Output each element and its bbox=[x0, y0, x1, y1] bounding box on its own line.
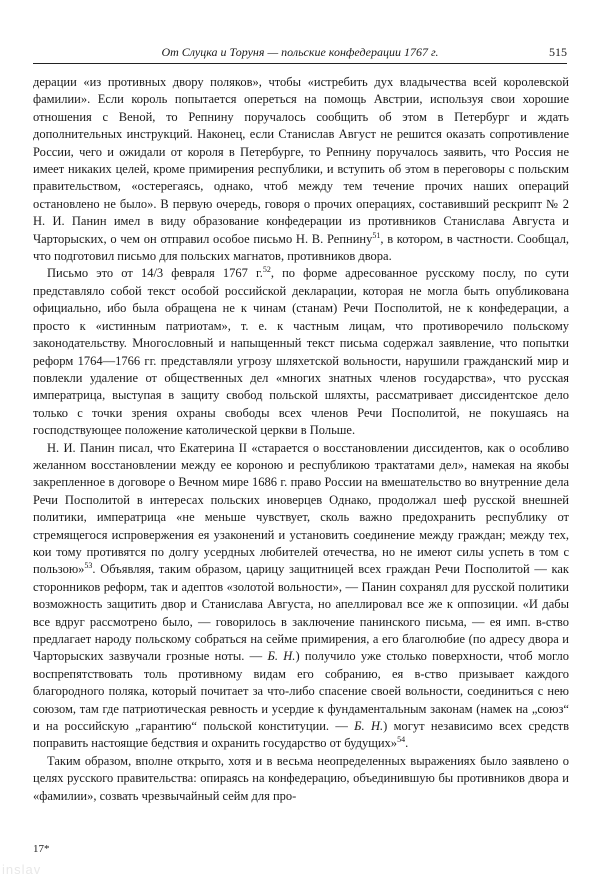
running-header bbox=[33, 44, 567, 64]
footnote-ref: 54 bbox=[397, 735, 406, 745]
page-number: 515 bbox=[549, 45, 567, 59]
text-run: Н. И. Панин писал, что Екатерина II «старается о восстановлении диссидентов, как о особливо желанном восстановлении между ее короною и республикою трактатами дел», намекая на якобы закрепленное в договоре о Вечном мире 1686 г. право России на вмешательство во внутренние дела Речи Посполитой в интересах польских иноверцев Однако, продолжал шеф русской внешней политики, императрица «не меньше чувствует, сколь важно предохранить республику от стремящегося испровержения ея узаконений и установить соединение между граждан; между тех, кои тому противятся по долгу усердных любителей отечества, но не имеют силы успеть в том с пользою» bbox=[33, 440, 569, 577]
footnote-ref: 53 bbox=[84, 561, 93, 571]
text-run: Письмо это от 14/3 февраля 1767 г. bbox=[47, 266, 263, 281]
text-run: . Объявляя, таким образом, царицу защитницей всех граждан Речи Посполитой — как сторонников реформ, так и адептов «золотой вольности», — Панин сохранял для русской политики возможность защитить двор и Станислава Августа, но апеллировал все же к оппозиции. «И дабы все вдруг рассмотрено было, — говорилось в заключение панинского письма, — ея имп. в-ство предлагает народу польскому собраться на сейме примирения, а его благолюбие (по адресу двора и Чарторыских зазвучали грозные ноты. — bbox=[33, 562, 569, 664]
text-run: ) получило уже столько поверхности, чтоб могло воспрепятствовать толь противному видам его собранию, ея в-ство призывает каждого благородного поляка, который почитает за что-либо спасение своей вольности, соединиться с нею союзом, там где патриотическая ревность и усердие к фундаментальным законам (намек на „союз“ и на российскую „гарантию“ польской конституции. — bbox=[33, 649, 569, 734]
text-run: дерации «из противных двору поляков», чтобы «истребить дух владычества всей королевской фамилии». Если король попытается опереться на помощь Австрии, используя свои хорошие отношения с Веной, то Репнину поручалось сообщить об этом в Петербург и ждать дополнительных инструкций. Наконец, если Станислав Август не решится оказать сопротивление России, чего и ожидали от короля в Петербурге, то Репнину поручалось заявить, что Россия не имеет никаких целей, кроме примирения республики, и вступить об этом в переговоры с польским правительством, «остерегаясь, однако, чтоб между тем течение прочих наших операций остановлено не было». В первую очередь, говоря о прочих операциях, составивший рескрипт № 2 Н. И. Панин имел в виду образование конфедерации из противников Станислава Августа и Чарторыских, о чем он отправил особое письмо Н. В. Репнину bbox=[33, 75, 569, 246]
text-run: , по форме адресованное русскому послу, по сути представляло собой текст особой российской декларации, которая не могла быть опубликована официально, ибо была обращена не к чинам (станам) Речи Посполитой, не к конфедерации, а просто к «истинным патриотам», т. е. к частным лицам, что противоречило польскому законодательству. Многословный и напыщенный текст письма содержал заявление, что попытки реформ 1764—1766 гг. представляли угрозу шляхетской вольности, нарушили гражданский мир и повлекли удаление от общественных дел «многих знатных членов государства», что русская императрица, выступая в защиту свобод польской шляхты, рассматривает диссидентское дело только с точки зрения охраны свободы всех членов Речи Посполитой, не покушаясь на господствующее положение католической церкви в Польше. bbox=[33, 266, 569, 438]
text-run: Таким образом, вполне открыто, хотя и в весьма неопределенных выражениях было заявлено о целях русского правительства: опираясь на конфедерацию, объединившую бы противников двора и «фамилии», созвать чрезвычайный сейм для про- bbox=[33, 753, 569, 803]
text-run: ) могут независимо всех средств поправить настоящие бедствия и охранить государство от будущих» bbox=[33, 719, 569, 751]
body-text bbox=[33, 74, 569, 805]
running-title: От Слуцка и Торуня — польские конфедерации 1767 г. bbox=[161, 45, 439, 59]
paragraph bbox=[33, 753, 569, 805]
paragraph bbox=[33, 74, 569, 265]
footnote-ref: 52 bbox=[262, 265, 271, 275]
text-run: . bbox=[405, 736, 409, 751]
footnote-ref: 51 bbox=[372, 230, 381, 240]
signature-mark: 17* bbox=[33, 843, 50, 855]
author-initials: Б. Н. bbox=[354, 719, 384, 734]
watermark: inslav bbox=[2, 862, 42, 877]
author-initials: Б. Н. bbox=[267, 649, 296, 664]
text-run: , в котором, в частности. Сообщал, что подготовил письмо для польских магнатов, противников двора. bbox=[33, 231, 570, 264]
paragraph bbox=[33, 440, 569, 753]
paragraph bbox=[33, 265, 569, 439]
